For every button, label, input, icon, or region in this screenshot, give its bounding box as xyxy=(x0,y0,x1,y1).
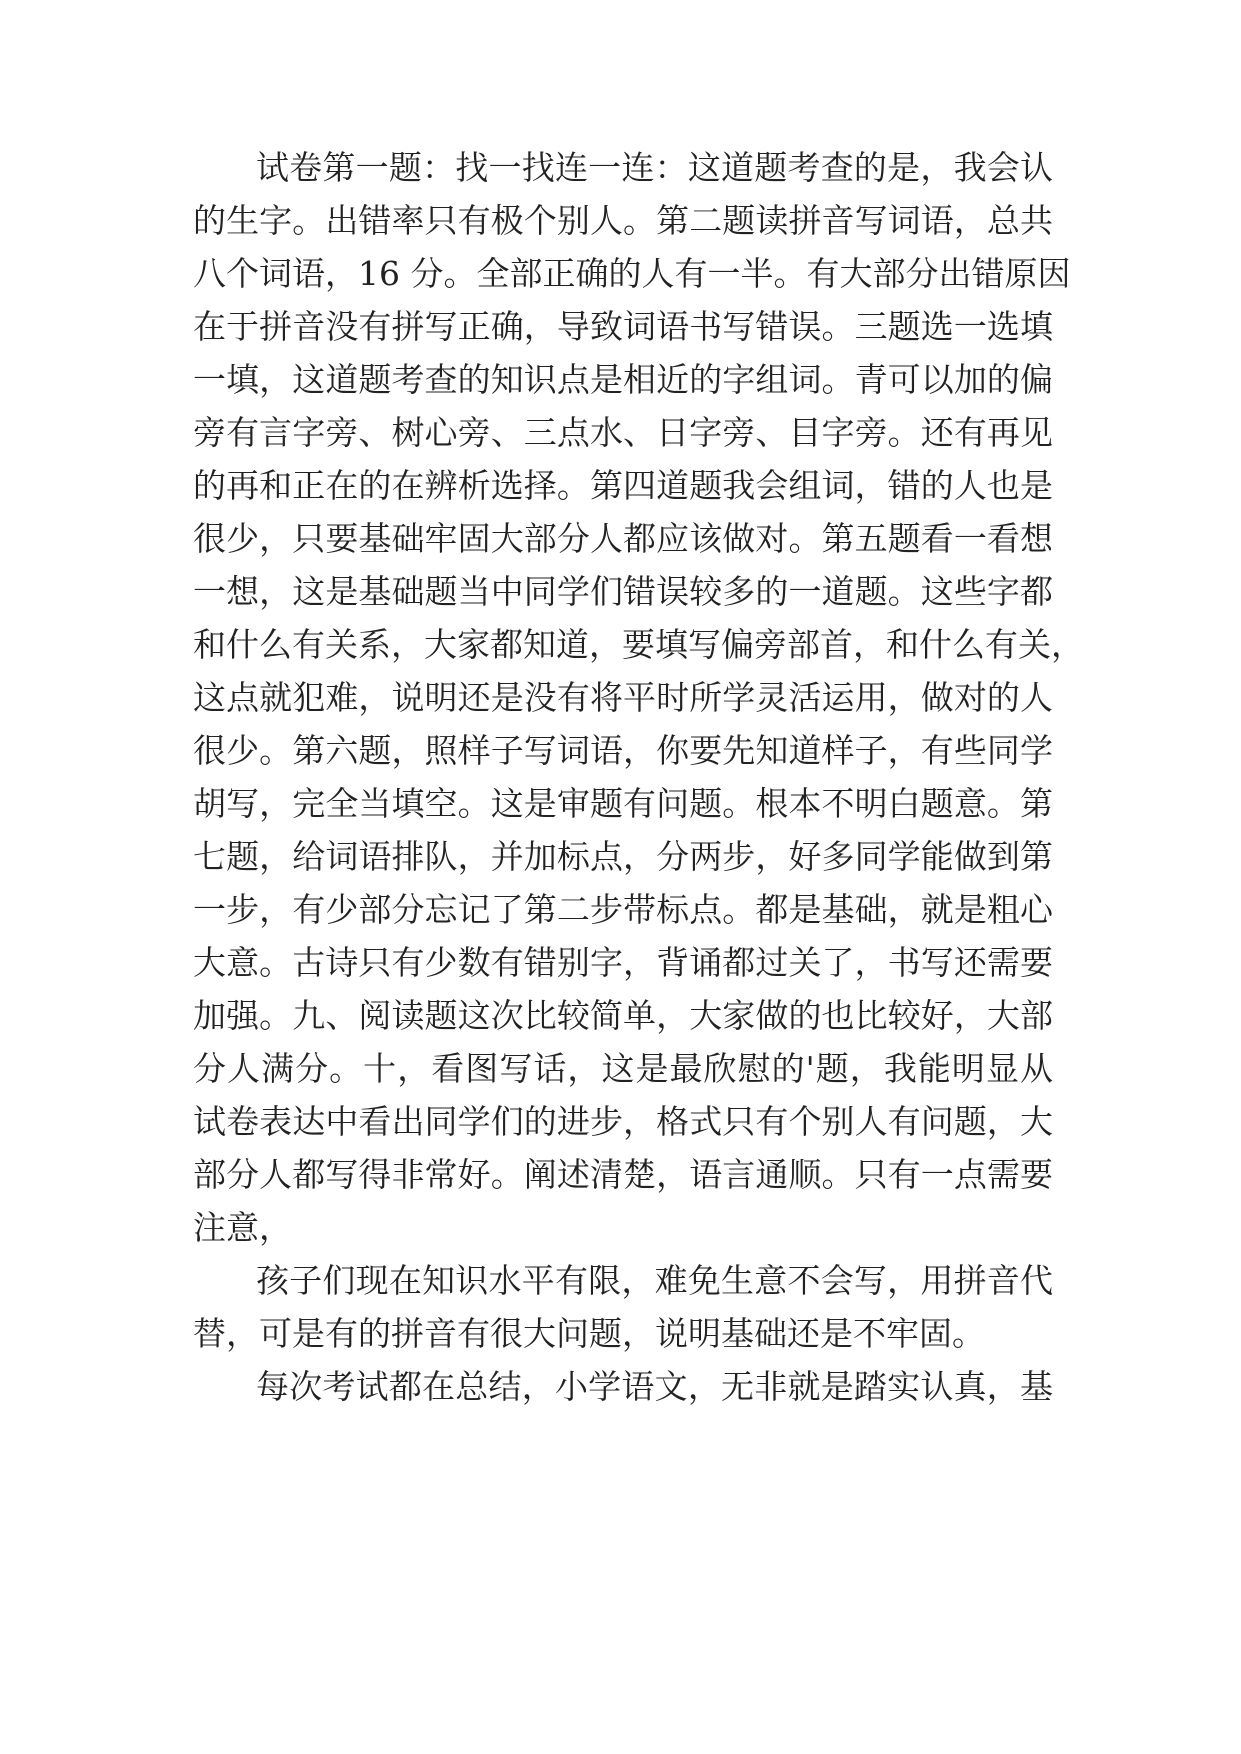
paragraph-line: 加强。九、阅读题这次比较简单，大家做的也比较好，大部 xyxy=(193,996,1053,1035)
paragraph-line: 替，可是有的拼音有很大问题，说明基础还是不牢固。 xyxy=(193,1314,985,1353)
paragraph-line: 注意， xyxy=(193,1208,292,1247)
paragraph-line: 每次考试都在总结，小学语文，无非就是踏实认真，基 xyxy=(256,1367,1053,1406)
paragraph-line: 在于拼音没有拼写正确，导致词语书写错误。三题选一选填 xyxy=(193,307,1053,346)
paragraph-line: 的生字。出错率只有极个别人。第二题读拼音写词语，总共 xyxy=(193,201,1053,240)
paragraph-line: 大意。古诗只有少数有错别字，背诵都过关了，书写还需要 xyxy=(193,943,1053,982)
paragraph-line: 一步，有少部分忘记了第二步带标点。都是基础，就是粗心 xyxy=(193,890,1053,929)
paragraph-line: 一填，这道题考查的知识点是相近的字组词。青可以加的偏 xyxy=(193,360,1053,399)
paragraph-line: 试卷表达中看出同学们的进步，格式只有个别人有问题，大 xyxy=(193,1102,1053,1141)
paragraph-line: 很少，只要基础牢固大部分人都应该做对。第五题看一看想 xyxy=(193,519,1053,558)
paragraph-line: 孩子们现在知识水平有限，难免生意不会写，用拼音代 xyxy=(256,1261,1053,1300)
paragraph-line: 分人满分。十，看图写话，这是最欣慰的'题，我能明显从 xyxy=(193,1049,1053,1088)
paragraph-line: 和什么有关系，大家都知道，要填写偏旁部首，和什么有关， xyxy=(193,625,1084,664)
paragraph-line: 试卷第一题：找一找连一连：这道题考查的是，我会认 xyxy=(256,148,1053,187)
paragraph-line: 七题，给词语排队，并加标点，分两步，好多同学能做到第 xyxy=(193,837,1053,876)
paragraph-line: 八个词语，16 分。全部正确的人有一半。有大部分出错原因 xyxy=(193,254,1071,293)
paragraph-line: 部分人都写得非常好。阐述清楚，语言通顺。只有一点需要 xyxy=(193,1155,1053,1194)
paragraph-line: 很少。第六题，照样子写词语，你要先知道样子，有些同学 xyxy=(193,731,1053,770)
paragraph-line: 一想，这是基础题当中同学们错误较多的一道题。这些字都 xyxy=(193,572,1053,611)
paragraph-line: 胡写，完全当填空。这是审题有问题。根本不明白题意。第 xyxy=(193,784,1053,823)
paragraph-line: 的再和正在的在辨析选择。第四道题我会组词，错的人也是 xyxy=(193,466,1053,505)
paragraph-line: 旁有言字旁、树心旁、三点水、日字旁、目字旁。还有再见 xyxy=(193,413,1053,452)
paragraph-line: 这点就犯难，说明还是没有将平时所学灵活运用，做对的人 xyxy=(193,678,1053,717)
